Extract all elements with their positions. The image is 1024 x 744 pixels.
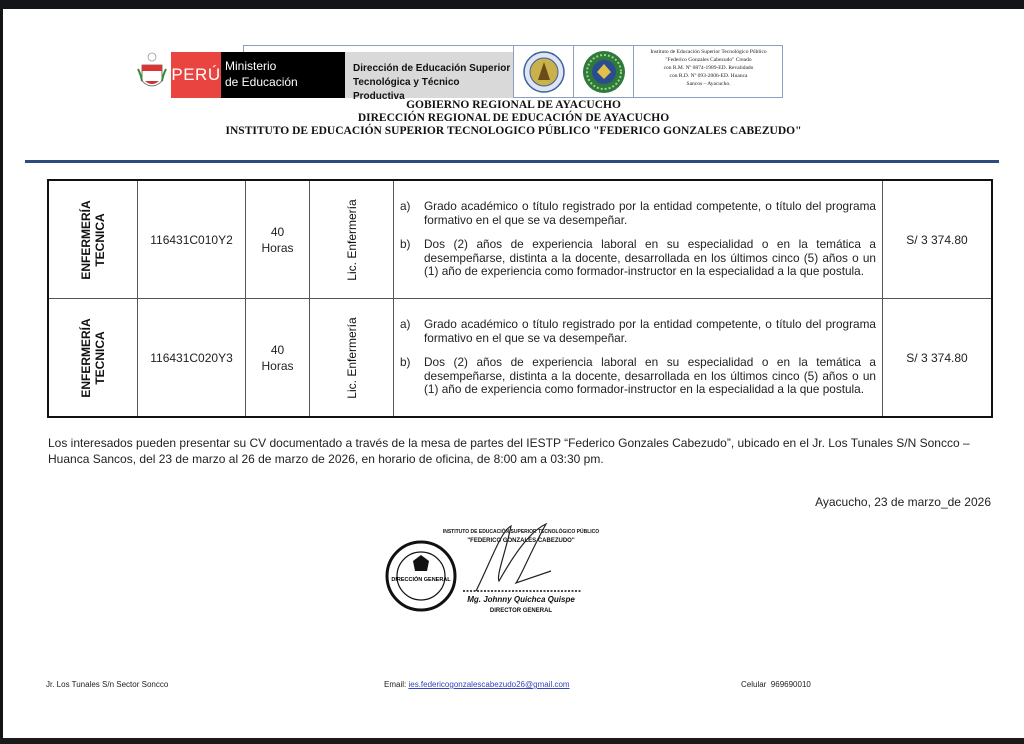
director-signature-stamp [381, 521, 601, 616]
stamp-emblem-icon [413, 555, 429, 571]
program-line-1: ENFERMERÍA [79, 199, 93, 280]
institute-note-line: "Federico Gonzales Cabezudo" Creado [665, 57, 752, 63]
signature-institute-line-2: "FEDERICO GONZALES CABEZUDO" [467, 538, 575, 544]
institute-note-line: Instituto de Educación Superior Tecnológico Público [650, 49, 767, 55]
regional-seal [513, 46, 574, 98]
direction-line-2: Tecnológica y Técnico Productiva [353, 77, 460, 102]
table-row [48, 180, 992, 299]
peru-coat-of-arms-icon [137, 51, 167, 95]
phone-number: 969690010 [770, 680, 811, 689]
ministry-logo [221, 52, 345, 98]
module-code: 116431C010Y2 [138, 180, 246, 299]
footer-address: Jr. Los Tunales S/n Sector Soncco [46, 680, 169, 689]
institute-creation-note [633, 46, 783, 98]
requirement-label: a) [400, 199, 411, 214]
director-role: DIRECTOR GENERAL [489, 608, 553, 614]
ministry-line-1: Ministerio [225, 59, 277, 73]
requirement-text: Dos (2) años de experiencia laboral en su especialidad o en la temática a desempeñarse, distinta a la docente, desarrollada en los últimos cinco (5) años o un (1) año de experiencia como formador-instructor en la especialidad a la que postula. [424, 355, 876, 397]
salary: S/ 3 374.80 [883, 180, 993, 299]
title-institute: INSTITUTO DE EDUCACIÓN SUPERIOR TECNOLOGICO PÚBLICO "FEDERICO GONZALES CABEZUDO" [225, 125, 802, 137]
signature-institute-line-1: INSTITUTO DE EDUCACIÓN SUPERIOR TECNOLÓGICO PÚBLICO [442, 529, 600, 535]
hours-value: 40 [270, 342, 285, 357]
profile-cell [310, 180, 394, 299]
program-name [79, 200, 107, 279]
title-regional-direction: DIRECCIÓN REGIONAL DE EDUCACIÓN DE AYACUCHO [357, 112, 670, 124]
institute-seal-icon [574, 46, 634, 98]
email-label: Email: [384, 680, 407, 689]
direction-line-1: Dirección de Educación Superior [353, 63, 511, 74]
hours-cell [246, 180, 310, 299]
salary: S/ 3 374.80 [883, 299, 993, 418]
title-regional-government: GOBIERNO REGIONAL DE AYACUCHO [406, 99, 621, 111]
regional-seal-icon [514, 46, 574, 98]
header-divider [25, 160, 999, 163]
requirement-text: Grado académico o título registrado por la entidad competente, o título del programa formativo en el que se va desempeñar. [424, 317, 876, 345]
requirements-cell [394, 299, 883, 418]
institute-note-line: con R.M. Nº 0874-1989-ED. Revalidado [663, 65, 754, 71]
requirement-a [400, 318, 876, 345]
program-cell [48, 299, 138, 418]
program-line-1: ENFERMERÍA [79, 317, 93, 398]
stamp-title: DIRECCIÓN GENERAL [391, 577, 451, 583]
date-line: Ayacucho, 23 de marzo_de 2026 [815, 495, 991, 509]
hours-unit: Horas [261, 240, 294, 255]
requirement-label: b) [400, 355, 411, 370]
module-code: 116431C020Y3 [138, 299, 246, 418]
document-page [3, 9, 1024, 738]
requirement-text: Grado académico o título registrado por la entidad competente, o título del programa formativo en el que se va desempeñar. [424, 199, 876, 227]
viewer-bottom-bar [0, 738, 1024, 744]
requirements-cell [394, 180, 883, 299]
footer-email [384, 680, 570, 689]
ministry-line-2: de Educación [225, 75, 298, 89]
submission-paragraph: Los interesados pueden presentar su CV documentado a través de la mesa de partes del IESTP “Federico Gonzales Cabezudo”, ubicado en el Jr. Los Tunales S/N Soncco – Huanca Sancos, del 23 de marzo al 26 de marzo de 2026, en horario de oficina, de 8:00 am a 03:30 pm. [48, 436, 970, 466]
document-titles [3, 99, 1024, 138]
table-row [48, 299, 992, 418]
director-name: Mg. Johnny Quichca Quispe [467, 595, 575, 604]
program-line-2: TECNICA [93, 330, 107, 385]
program-line-2: TECNICA [93, 212, 107, 267]
footer-phone [741, 680, 811, 689]
hours-value: 40 [270, 224, 285, 239]
direction-logo [345, 52, 513, 102]
requirement-text: Dos (2) años de experiencia laboral en su especialidad o en la temática a desempeñarse, distinta a la docente, desarrollada en los últimos cinco (5) años o un (1) año de experiencia como formador-instructor en la especialidad a la que postula. [424, 237, 876, 279]
phone-label: Celular [741, 680, 767, 689]
requirement-label: a) [400, 317, 411, 332]
requirement-b [400, 356, 876, 397]
email-link[interactable]: ies.federicogonzalescabezudo26@gmail.com [408, 680, 570, 689]
requirement-a [400, 200, 876, 227]
peru-logo: PERÚ [171, 52, 221, 98]
program-name [79, 318, 107, 397]
requirement-label: b) [400, 237, 411, 252]
institute-seal [573, 46, 634, 98]
program-cell [48, 180, 138, 299]
vacancy-table [47, 179, 993, 418]
hours-cell [246, 299, 310, 418]
hours-unit: Horas [261, 358, 294, 373]
profile-text: Lic. Enfermería [344, 198, 359, 281]
profile-text: Lic. Enfermería [344, 316, 359, 399]
requirement-b [400, 238, 876, 279]
institute-note-line: Sancos – Ayacucho. [686, 81, 731, 87]
institute-note-line: con R.D. Nº 093-2006-ED. Huanca [669, 73, 748, 79]
profile-cell [310, 299, 394, 418]
